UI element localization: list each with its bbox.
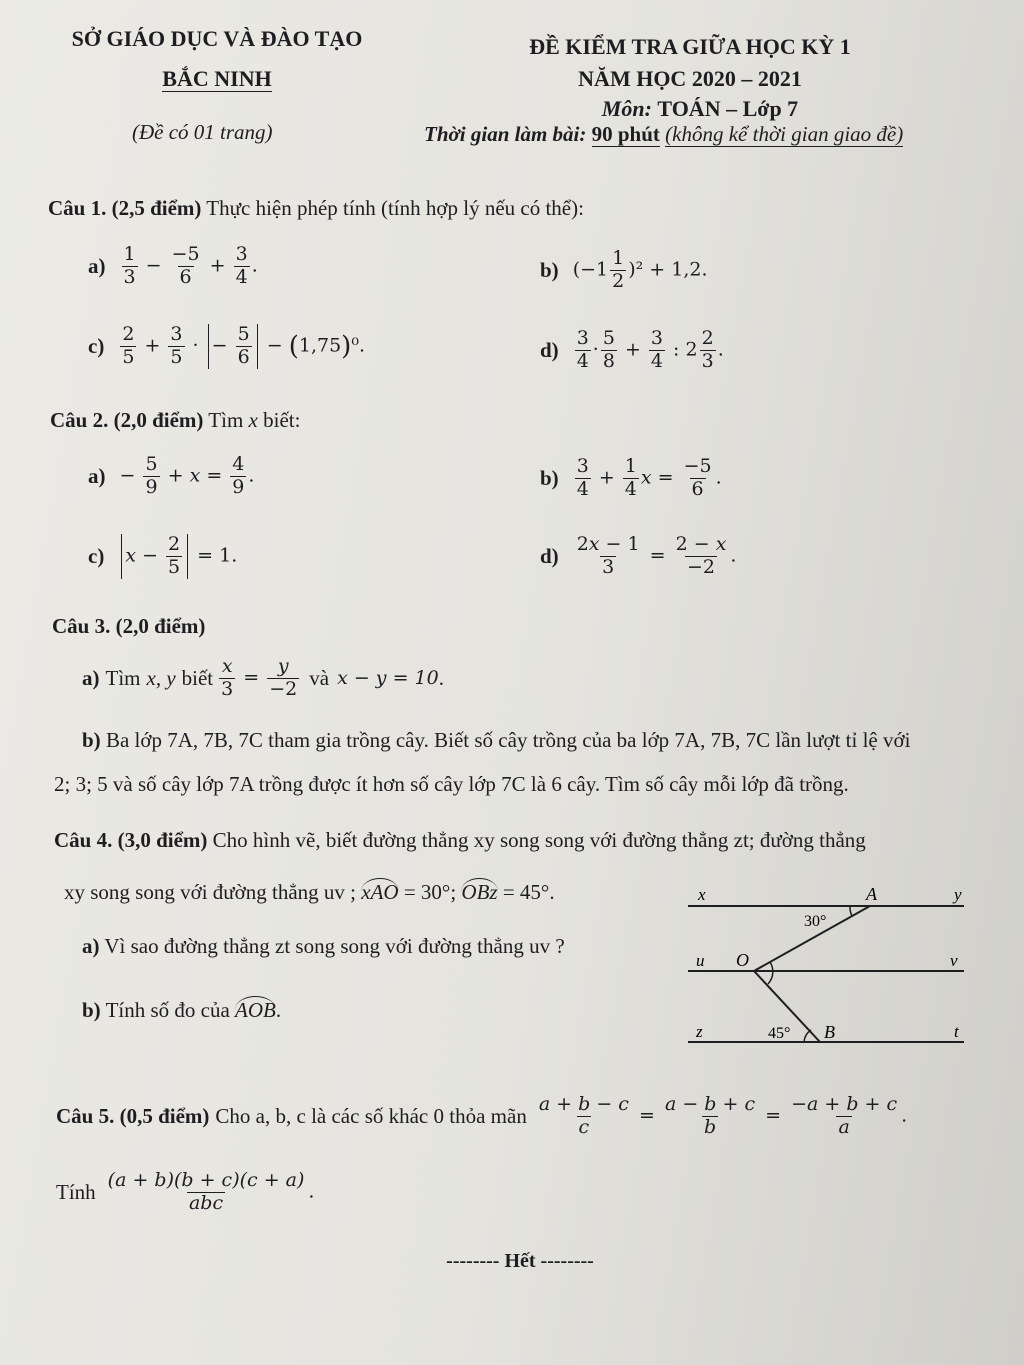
q3-a: a) Tìm x, y biết $\frac{x}{3}$ = $\frac{y}{-2}$ và x − y = 10 . (82, 655, 444, 700)
q1-a: a) $\frac{1}{3}$ − $\frac{-5}{6}$ + $\frac{3}{4}$ . (88, 243, 258, 288)
q5-heading: Câu 5. (0,5 điểm) Cho a, b, c là các số khác 0 thỏa mãn $\frac{a + b - c}{c}$ = $\frac{a - b + c}{b}$ = $\frac{-a + b + c}{a}$ . (56, 1093, 908, 1138)
q1-d: d) $\frac{3}{4}$ · $\frac{5}{8}$ + $\frac{3}{4}$ : 2 $\frac{2}{3}$ . (540, 327, 724, 372)
subject-line: Môn: TOÁN – Lớp 7 (601, 96, 799, 121)
pages-note: (Đề có 01 trang) (132, 120, 273, 144)
q4-heading: Câu 4. (3,0 điểm) Cho hình vẽ, biết đường thẳng xy song song với đường thẳng zt; đường thẳng (54, 828, 866, 852)
q2-c: c) x − $\frac{2}{5}$ = 1. (88, 533, 238, 578)
label-t: t (954, 1022, 959, 1041)
school-year: NĂM HỌC 2020 – 2021 (578, 66, 802, 91)
label-v: v (950, 951, 958, 970)
q1-heading: Câu 1. (2,5 điểm) Thực hiện phép tính (tính hợp lý nếu có thể): (48, 196, 584, 220)
q2-heading: Câu 2. (2,0 điểm) Tìm x biết: (50, 408, 301, 432)
q4-line2: xy song song với đường thẳng uv ; xAO = 30°; OBz = 45°. (64, 880, 555, 904)
exam-title: ĐỀ KIỂM TRA GIỮA HỌC KỲ 1 (529, 34, 851, 59)
geometry-figure (680, 880, 980, 1060)
q1-c: c) $\frac{2}{5}$ + $\frac{3}{5}$ · − $\frac{5}{6}$ − (1,75)⁰. (88, 323, 365, 368)
q1-b: b) (−1 $\frac{1}{2}$ )² + 1,2. (540, 247, 708, 292)
q3-b-line2: 2; 3; 5 và số cây lớp 7A trồng được ít hơn số cây lớp 7C là 6 cây. Tìm số cây mỗi lớp đã trồng. (54, 772, 849, 796)
dept-line2: BẮC NINH (162, 66, 272, 91)
label-o: O (736, 950, 749, 970)
q3-b-line1: b) Ba lớp 7A, 7B, 7C tham gia trồng cây. Biết số cây trồng của ba lớp 7A, 7B, 7C lần lượt tỉ lệ với (82, 728, 911, 752)
label-b: B (824, 1022, 835, 1042)
q2-d: d) $\frac{2x - 1}{3}$ = $\frac{2 - x}{-2}$ . (540, 533, 737, 578)
q3-heading: Câu 3. (2,0 điểm) (52, 614, 206, 638)
time-line: Thời gian làm bài: 90 phút (không kể thời gian giao đề) (424, 122, 904, 146)
q4-a: a) Vì sao đường thẳng zt song song với đường thẳng uv ? (82, 934, 565, 958)
q2-a: a) − $\frac{5}{9}$ + x = $\frac{4}{9}$ . (88, 453, 255, 498)
angle-arc-o (768, 962, 773, 984)
q2-b: b) $\frac{3}{4}$ + $\frac{1}{4}$ x = $\frac{-5}{6}$ . (540, 455, 722, 500)
label-y: y (954, 885, 962, 904)
label-x: x (698, 885, 706, 904)
label-u: u (696, 951, 705, 970)
label-z: z (696, 1022, 703, 1041)
label-angle-45: 45° (768, 1025, 791, 1042)
label-angle-30: 30° (804, 913, 827, 930)
q5-compute: Tính $\frac{(a + b)(b + c)(c + a)}{\text{abc}}$ . (56, 1169, 315, 1214)
angle-arc-a (850, 906, 852, 916)
label-a: A (866, 884, 877, 904)
end-marker: -------- Hết -------- (446, 1250, 594, 1272)
q4-b: b) Tính số đo của AOB. (82, 998, 282, 1022)
dept-line1: SỞ GIÁO DỤC VÀ ĐÀO TẠO (71, 26, 363, 51)
